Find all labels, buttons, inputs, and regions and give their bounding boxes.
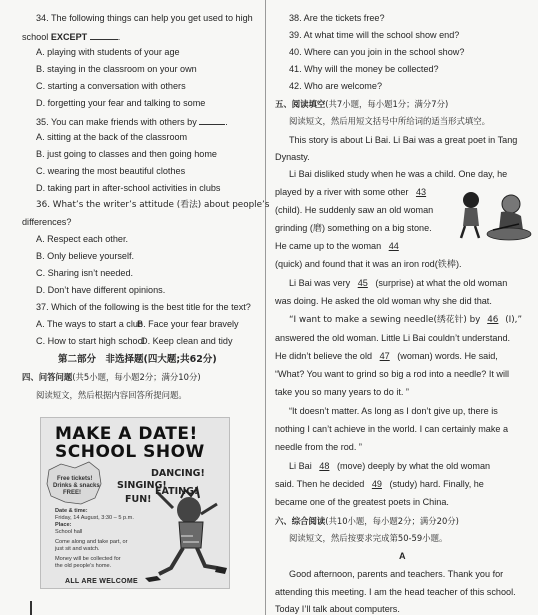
section6-note: (共10小题，每小题2分；满分20分) — [325, 516, 459, 526]
p4-line4: “What? You want to grind so big a rod into a needle? It will — [275, 369, 510, 379]
poster-title-line1: MAKE A DATE! — [55, 424, 198, 444]
p6-line1-text: Li Bai — [289, 461, 312, 471]
q36-stem-line2: differences? — [22, 217, 72, 227]
poster-dancing: DANCING! — [151, 468, 205, 479]
part2-title: 第二部分 非选择题(四大题;共62分) — [58, 354, 217, 365]
section6-heading — [275, 516, 459, 527]
p6-line2-rest: (study) hard. Finally, he — [389, 479, 484, 489]
page-edge-mark — [30, 601, 32, 615]
section5-title: 五、阅读填空 — [275, 99, 326, 109]
poster-money-line2: the old people’s home. — [55, 563, 112, 569]
passage-a-line3: Today I’ll talk about computers. — [275, 604, 400, 614]
section5-note: (共7小题，每小题1分；满分7分) — [325, 99, 449, 109]
section5-instruction: 阅读短文，然后用短文括号中所给词的适当形式填空。 — [289, 116, 490, 126]
q35-option-a: A. sitting at the back of the classroom — [36, 132, 188, 142]
p6-line1 — [289, 461, 490, 472]
p6-line1-rest: (move) deeply by what the old woman — [336, 461, 491, 471]
poster-free: FREE! — [63, 490, 81, 496]
poster-eating: EATING! — [155, 486, 199, 497]
li-bai-illustration — [453, 186, 533, 242]
p4-line3 — [275, 351, 498, 362]
question-40: 40. Where can you join in the school show? — [289, 47, 465, 57]
p2-line1: Li Bai disliked study when he was a child. One day, he — [289, 169, 508, 179]
section5-heading — [275, 99, 448, 110]
blank-48: 48 — [319, 461, 330, 471]
p2-line5 — [275, 241, 404, 252]
p2-line2-text: played by a river with some other — [275, 187, 409, 197]
p5-line2: nothing I can’t achieve in the world. I can certainly make a — [275, 424, 509, 434]
q34-except: EXCEPT — [50, 32, 88, 42]
section4-heading — [22, 372, 201, 383]
q35-stem-text: 35. You can make friends with others by — [36, 117, 197, 127]
question-42: 42. Who are welcome? — [289, 81, 383, 91]
q36-option-b: B. Only believe yourself. — [36, 251, 135, 261]
passage-a-line2: attending this meeting. I am the head teacher of this school. — [275, 587, 516, 597]
passage-a-line1: Good afternoon, parents and teachers. Thank you for — [289, 569, 504, 579]
poster-date-value: Friday, 14 August, 3:30 – 5 p.m. — [55, 515, 134, 521]
question-39: 39. At what time will the school show end? — [289, 30, 460, 40]
poster-free-tickets: Free tickets! — [57, 476, 93, 482]
p2-line4: grinding (磨) something on a big stone. — [275, 223, 432, 233]
p4-line5: take you so many years to do it. ” — [275, 387, 409, 397]
p4-line1-text: “I want to make a sewing needle(绣花针) by — [289, 315, 481, 325]
p1-line2: Dynasty. — [275, 152, 310, 162]
p4-line3-text: He didn’t believe the old — [275, 351, 373, 361]
p6-line2-text: said. Then he decided — [275, 479, 365, 489]
p4-line1 — [289, 315, 522, 326]
poster-money-line1: Money will be collected for — [55, 556, 121, 562]
p4-line3-rest: (woman) words. He said, — [397, 351, 498, 361]
p3-line1-text: Li Bai was very — [289, 278, 351, 288]
p3-line1-rest: (surprise) at what the old woman — [375, 278, 508, 288]
p2-line5-text: He came up to the woman — [275, 241, 382, 251]
q37-option-c: C. How to start high school — [36, 336, 145, 346]
school-show-poster — [40, 417, 230, 589]
poster-place-label: Place: — [55, 522, 72, 528]
q34-option-d: D. forgetting your fear and talking to some — [36, 98, 206, 108]
q34-option-b: B. staying in the classroom on your own — [36, 64, 197, 74]
p5-line3: needle from the rod. ” — [275, 442, 362, 452]
blank-49: 49 — [371, 479, 382, 489]
q37-option-a: A. The ways to start a club — [36, 319, 143, 329]
dancer-illustration — [145, 488, 227, 582]
q35-stem — [36, 115, 228, 128]
poster-title-line2: SCHOOL SHOW — [55, 442, 205, 462]
q35-blank — [199, 115, 225, 125]
q36-option-a: A. Respect each other. — [36, 234, 129, 244]
p3-line2: was doing. He asked the old woman why she did that. — [275, 296, 492, 306]
p3-line1 — [289, 278, 507, 289]
poster-drinks-snacks: Drinks & snacks — [53, 483, 100, 489]
poster-come-line1: Come along and take part, or — [55, 539, 128, 545]
poster-come-line2: just sit and watch. — [55, 546, 100, 552]
q35-option-c: C. wearing the most beautiful clothes — [36, 166, 186, 176]
blank-47: 47 — [379, 351, 390, 361]
q34-stem-line2 — [22, 30, 120, 43]
section4-title: 四、问答问题 — [22, 372, 73, 382]
blank-43: 43 — [415, 187, 427, 197]
p6-line3: became one of the greatest poets in China. — [275, 497, 449, 507]
q34-end: . — [117, 32, 121, 42]
p2-line6: (quick) and found that it was an iron rod(铁棒). — [275, 259, 462, 269]
blank-46: 46 — [487, 315, 499, 325]
q37-stem: 37. Which of the following is the best title for the text? — [36, 302, 251, 312]
q34-blank — [90, 30, 118, 40]
q34-option-a: A. playing with students of your age — [36, 47, 180, 57]
poster-fun: FUN! — [125, 494, 152, 505]
section4-instruction: 阅读短文，然后根据内容回答所提问题。 — [36, 390, 187, 400]
section4-note: (共5小题，每小题2分；满分10分) — [72, 372, 201, 382]
q35-end: . — [225, 117, 228, 127]
p6-line2 — [275, 479, 484, 490]
p5-line1: “It doesn’t matter. As long as I don’t give up, there is — [289, 406, 498, 416]
q34-stem-school: school — [22, 32, 51, 42]
section6-title: 六、综合阅读 — [275, 516, 326, 526]
blank-44: 44 — [388, 241, 399, 251]
question-38: 38. Are the tickets free? — [289, 13, 385, 23]
poster-place-value: School hall — [55, 529, 83, 535]
poster-date-label: Date & time: — [55, 508, 88, 514]
poster-footer: ALL ARE WELCOME — [65, 578, 138, 585]
p4-line1-rest: (I),” — [505, 315, 522, 325]
q37-option-b: B. Face your fear bravely — [137, 319, 239, 329]
q35-option-d: D. taking part in after-school activities in clubs — [36, 183, 221, 193]
p2-line2 — [275, 187, 431, 198]
p1-line1: This story is about Li Bai. Li Bai was a great poet in Tang — [289, 135, 518, 145]
q35-option-b: B. just going to classes and then going home — [36, 149, 217, 159]
question-41: 41. Why will the money be collected? — [289, 64, 439, 74]
blank-45: 45 — [357, 278, 368, 288]
q34-option-c: C. starting a conversation with others — [36, 81, 186, 91]
q36-option-c: C. Sharing isn’t needed. — [36, 268, 134, 278]
q36-option-d: D. Don’t have different opinions. — [36, 285, 166, 295]
column-divider — [265, 0, 266, 615]
p4-line2: answered the old woman. Little Li Bai couldn’t understand. — [275, 333, 511, 343]
poster-singing: SINGING! — [117, 480, 167, 491]
passage-a-heading: A — [399, 551, 406, 561]
section6-instruction: 阅读短文，然后按要求完成第50-59小题。 — [289, 533, 448, 543]
q37-option-d: D. Keep clean and tidy — [141, 336, 233, 346]
p2-line3: (child). He suddenly saw an old woman — [275, 205, 434, 215]
q34-stem-line1: 34. The following things can help you get used to high — [36, 13, 253, 23]
q36-stem-line1: 36. What’s the writer’s attitude (看法) about people’s — [36, 200, 270, 210]
